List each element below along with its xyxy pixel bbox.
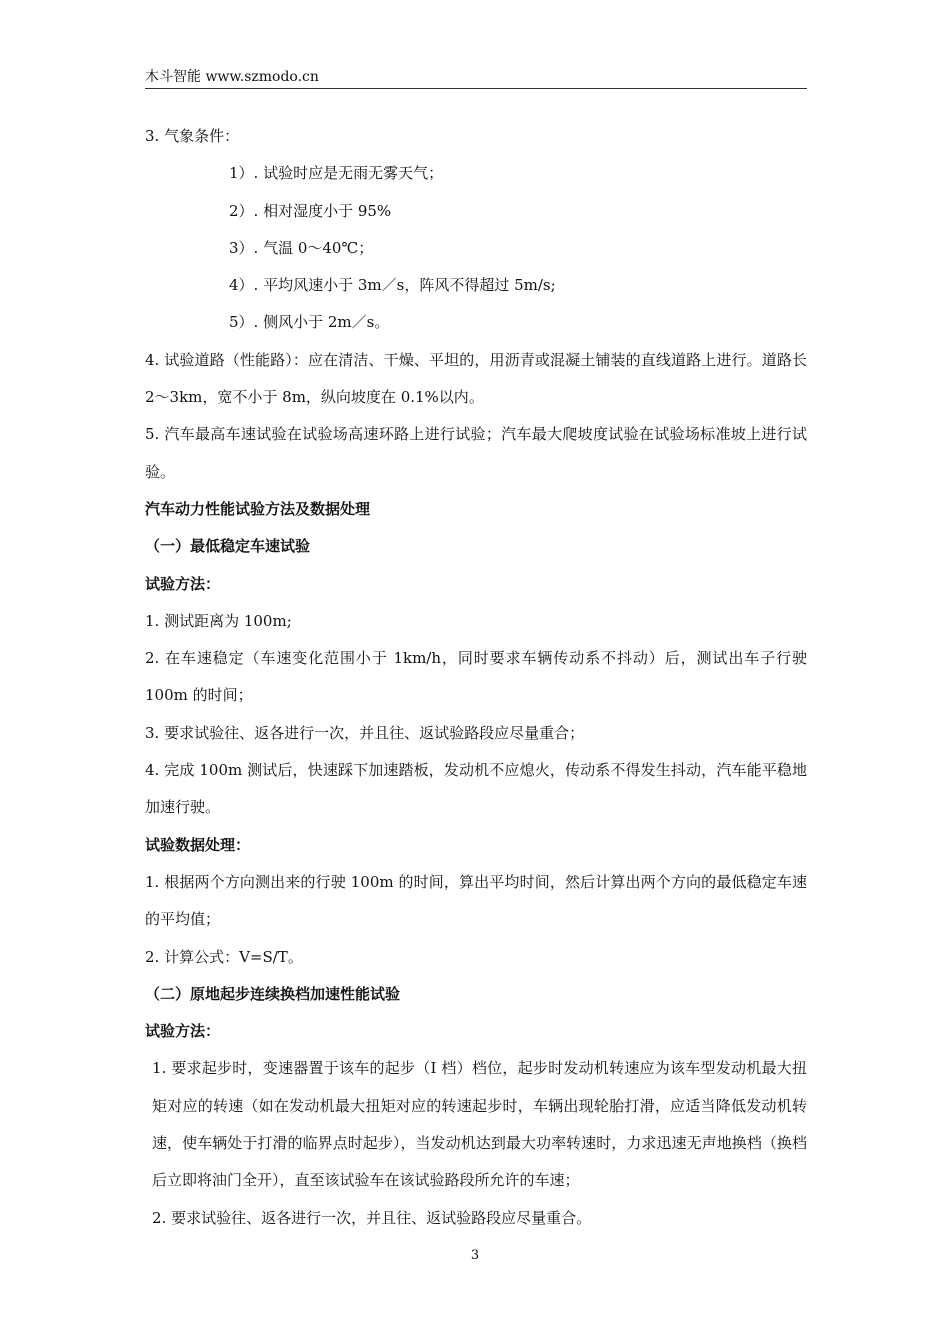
section-max-speed-test: 5. 汽车最高车速试验在试验场高速环路上进行试验；汽车最大爬坡度试验在试验场标准坡上进行试验。 [145,425,807,481]
page-header: 木斗智能 www.szmodo.cn [145,66,807,89]
heading-min-stable-speed: （一）最低稳定车速试验 [145,537,311,556]
method-item-2: 2. 在车速稳定（车速变化范围小于 1km/h，同时要求车辆传动系不抖动）后，测试出车子行驶 100m 的时间； [145,649,807,705]
weather-item-5: 5）. 侧风小于 2m／s。 [229,313,390,332]
heading-method-1: 试验方法： [145,574,221,593]
accel-item-1: 1. 要求起步时，变速器置于该车的起步（I 档）档位，起步时发动机转速应为该车型发动机最大扭矩对应的转速（如在发动机最大扭矩对应的转速起步时，车辆出现轮胎打滑，应适当降低发动机转速，使车辆处于打滑的临界点时起步），当发动机达到最大功率转速时，力求迅速无声地换档（换档后立即将油门全开），直至该试验车在该试验路段所允许的车速； [152,1059,807,1190]
page-number: 3 [470,1248,480,1263]
heading-data-processing: 试验数据处理： [145,835,251,854]
section-test-road: 4. 试验道路（性能路）：应在清洁、干燥、平坦的，用沥青或混凝土铺装的直线道路上进行。道路长 2～3km，宽不小于 8m，纵向坡度在 0.1%以内。 [145,350,807,407]
weather-item-1: 1）. 试验时应是无雨无雾天气； [229,164,444,183]
data-item-2: 2. 计算公式：V=S/T。 [145,947,303,966]
heading-test-methods: 汽车动力性能试验方法及数据处理 [145,499,371,518]
heading-method-2: 试验方法： [145,1022,221,1041]
method-item-4: 4. 完成 100m 测试后，快速踩下加速踏板，发动机不应熄火，传动系不得发生抖动，汽车能平稳地加速行驶。 [145,761,807,817]
method-item-1: 1. 测试距离为 100m; [145,611,292,630]
page-content [145,118,807,1237]
weather-item-2: 2）. 相对湿度小于 95% [229,201,392,220]
method-item-3: 3. 要求试验往、返各进行一次，并且往、返试验路段应尽量重合； [145,723,585,742]
weather-item-4: 4）. 平均风速小于 3m／s，阵风不得超过 5m/s; [229,276,556,295]
data-item-1: 1. 根据两个方向测出来的行驶 100m 的时间，算出平均时间，然后计算出两个方向的最低稳定车速的平均值； [145,872,807,929]
heading-acceleration-test: （二）原地起步连续换档加速性能试验 [145,984,401,1003]
accel-item-2: 2. 要求试验往、返各进行一次，并且往、返试验路段应尽量重合。 [152,1208,592,1227]
weather-item-3: 3）. 气温 0～40℃； [229,238,374,257]
section-weather-conditions: 3. 气象条件： [145,127,240,145]
